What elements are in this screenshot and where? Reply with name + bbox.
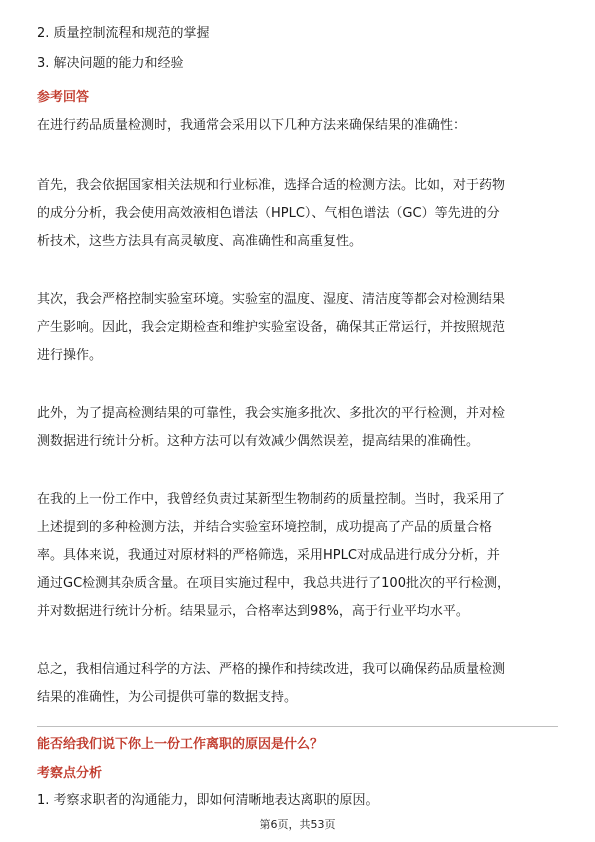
para2-line1: 其次，我会严格控制实验室环境。实验室的温度、湿度、清洁度等都会对检测结果 xyxy=(37,292,506,307)
para4-line3: 率。具体来说，我通过对原材料的严格筛选，采用HPLC对成品进行成分分析，并 xyxy=(37,548,500,563)
para3-line1: 此外，为了提高检测结果的可靠性，我会实施多批次、多批次的平行检测，并对检 xyxy=(37,406,506,421)
para3-line2: 测数据进行统计分析。这种方法可以有效减少偶然误差，提高结果的准确性。 xyxy=(37,434,480,449)
question-heading: 能否给我们说下你上一份工作离职的原因是什么？ xyxy=(37,737,324,752)
para4-line2: 上述提到的多种检测方法，并结合实验室环境控制，成功提高了产品的质量合格 xyxy=(37,520,493,535)
analysis-heading: 考察点分析 xyxy=(37,766,103,781)
section-divider xyxy=(37,726,558,727)
page-footer: 第6页，共53页 xyxy=(259,818,336,831)
para4-line4: 通过GC检测其杂质含量。在项目实施过程中，我总共进行了100批次的平行检测， xyxy=(37,576,510,591)
list-item-2: 2. 质量控制流程和规范的掌握 xyxy=(37,26,210,41)
para2-line2: 产生影响。因此，我会定期检查和维护实验室设备，确保其正常运行，并按照规范 xyxy=(37,320,506,335)
para1-line3: 析技术，这些方法具有高灵敏度、高准确性和高重复性。 xyxy=(37,234,363,249)
answer-intro: 在进行药品质量检测时，我通常会采用以下几种方法来确保结果的准确性： xyxy=(37,118,467,133)
para1-line1: 首先，我会依据国家相关法规和行业标准，选择合适的检测方法。比如，对于药物 xyxy=(37,178,506,193)
list-item-3: 3. 解决问题的能力和经验 xyxy=(37,56,184,71)
answer-heading: 参考回答 xyxy=(37,90,90,105)
para4-line1: 在我的上一份工作中，我曾经负责过某新型生物制药的质量控制。当时，我采用了 xyxy=(37,492,506,507)
analysis-item-1: 1. 考察求职者的沟通能力，即如何清晰地表达离职的原因。 xyxy=(37,793,379,808)
para4-line5: 并对数据进行统计分析。结果显示，合格率达到98%，高于行业平均水平。 xyxy=(37,604,469,619)
para1-line2: 的成分分析，我会使用高效液相色谱法（HPLC）、气相色谱法（GC）等先进的分 xyxy=(37,206,500,221)
para5-line2: 结果的准确性，为公司提供可靠的数据支持。 xyxy=(37,690,298,705)
para5-line1: 总之，我相信通过科学的方法、严格的操作和持续改进，我可以确保药品质量检测 xyxy=(37,662,506,677)
para2-line3: 进行操作。 xyxy=(37,348,103,363)
